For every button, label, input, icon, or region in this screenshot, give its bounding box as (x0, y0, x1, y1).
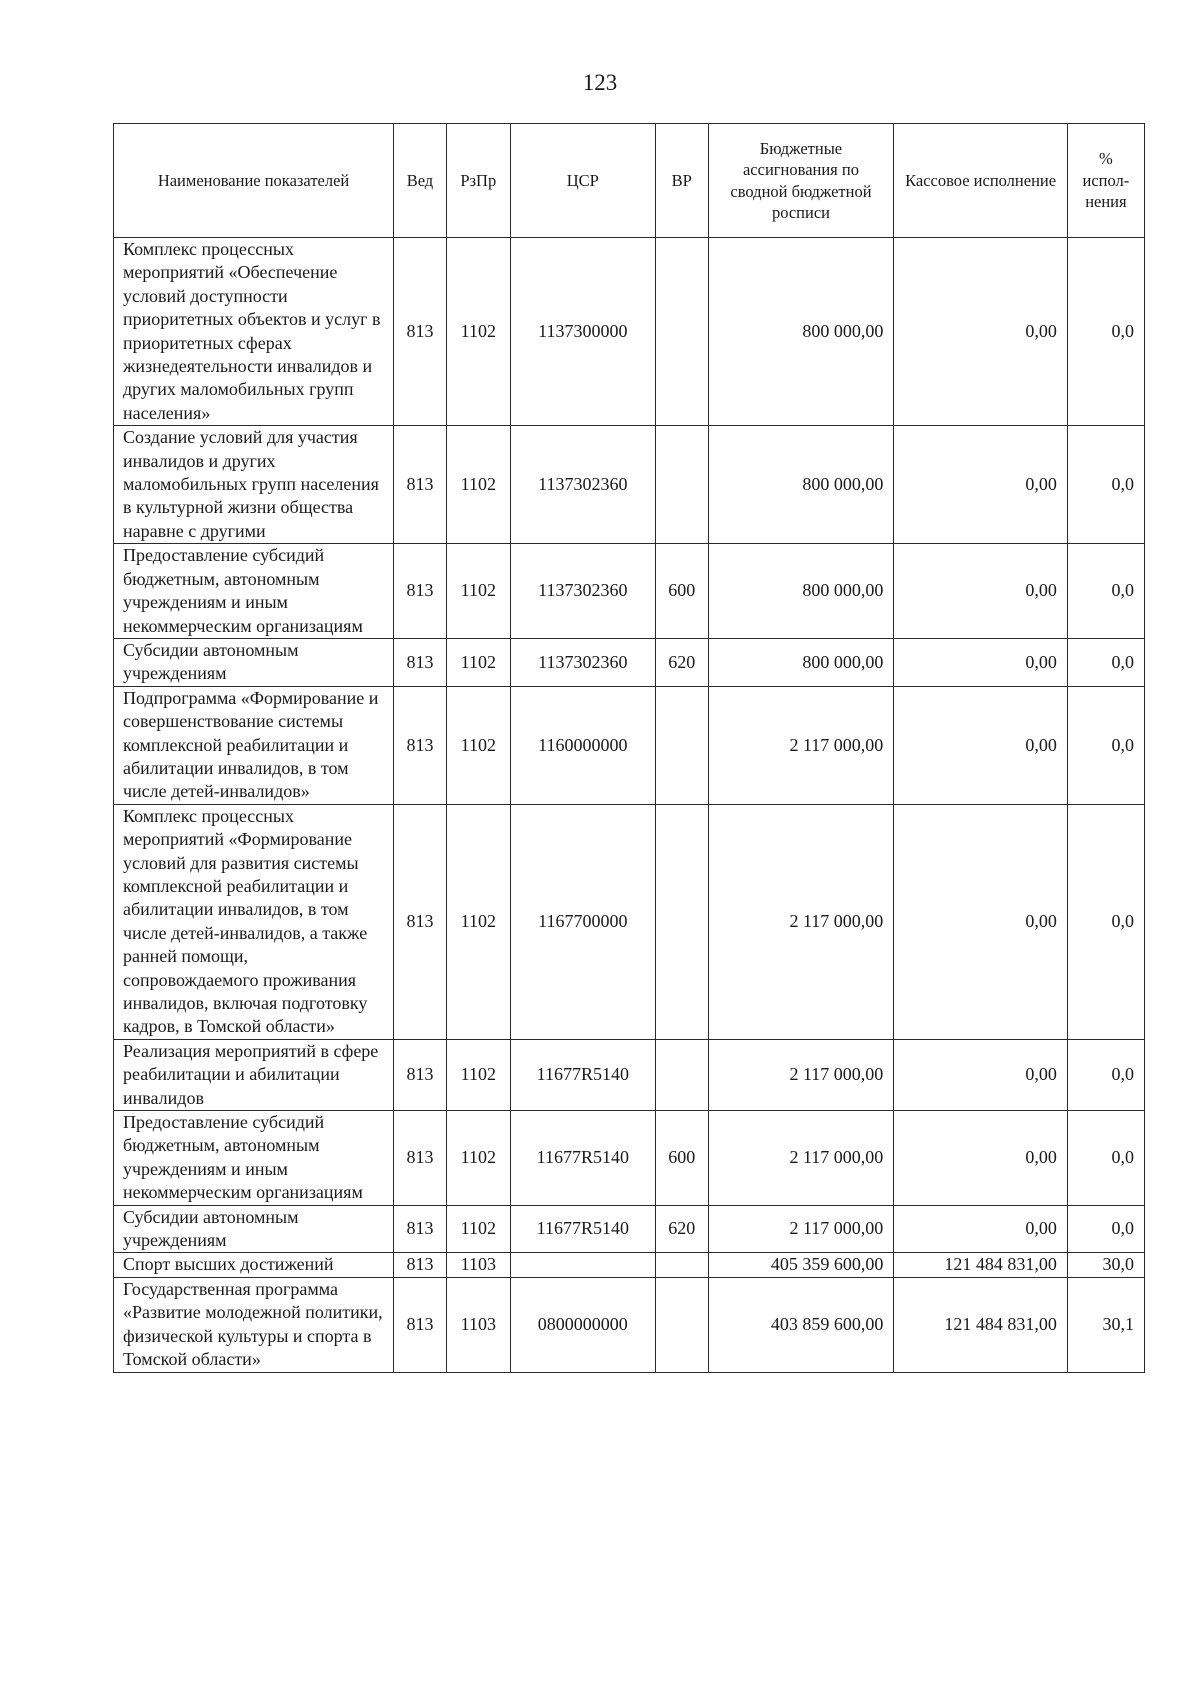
cell-csr: 1160000000 (510, 686, 655, 804)
cell-budget: 800 000,00 (708, 238, 894, 426)
cell-cash: 0,00 (894, 804, 1068, 1039)
table-row (114, 1277, 1145, 1372)
cell-rzpr: 1103 (446, 1277, 510, 1372)
cell-csr: 1137302360 (510, 544, 655, 639)
cell-csr: 11677R5140 (510, 1205, 655, 1253)
cell-percent: 30,1 (1067, 1277, 1144, 1372)
cell-cash: 0,00 (894, 544, 1068, 639)
cell-ved: 813 (394, 426, 447, 544)
column-header-csr: ЦСР (510, 124, 655, 238)
cell-name: Создание условий для участия инвалидов и других маломобильных групп населения в культурной жизни общества наравне с другими (114, 426, 394, 544)
cell-name: Предоставление субсидий бюджетным, автономным учреждениям и иным некоммерческим организациям (114, 1111, 394, 1206)
cell-cash: 0,00 (894, 426, 1068, 544)
table-row (114, 1111, 1145, 1206)
cell-ved: 813 (394, 544, 447, 639)
cell-vr: 620 (655, 1205, 708, 1253)
cell-cash: 0,00 (894, 686, 1068, 804)
cell-name: Государственная программа «Развитие молодежной политики, физической культуры и спорта в Томской области» (114, 1277, 394, 1372)
cell-rzpr: 1102 (446, 638, 510, 686)
cell-csr: 11677R5140 (510, 1111, 655, 1206)
cell-budget: 800 000,00 (708, 544, 894, 639)
cell-budget: 2 117 000,00 (708, 1111, 894, 1206)
cell-rzpr: 1102 (446, 804, 510, 1039)
cell-name: Комплекс процессных мероприятий «Формирование условий для развития системы комплексной реабилитации и абилитации инвалидов, в том числе детей-инвалидов, а также ранней помощи, сопровождаемого проживания инвалидов, включая подготовку кадров, в Томской области» (114, 804, 394, 1039)
cell-budget: 405 359 600,00 (708, 1253, 894, 1277)
column-header-rzpr: РзПр (446, 124, 510, 238)
cell-rzpr: 1102 (446, 426, 510, 544)
table-row (114, 638, 1145, 686)
cell-rzpr: 1102 (446, 1111, 510, 1206)
cell-percent: 0,0 (1067, 1205, 1144, 1253)
cell-csr: 1137302360 (510, 426, 655, 544)
cell-name: Спорт высших достижений (114, 1253, 394, 1277)
column-header-budget: Бюджетные ассигнования по сводной бюджетной росписи (708, 124, 894, 238)
cell-name: Субсидии автономным учреждениям (114, 1205, 394, 1253)
column-header-name: Наименование показателей (114, 124, 394, 238)
cell-cash: 121 484 831,00 (894, 1277, 1068, 1372)
cell-cash: 0,00 (894, 1111, 1068, 1206)
cell-budget: 403 859 600,00 (708, 1277, 894, 1372)
cell-rzpr: 1102 (446, 686, 510, 804)
cell-ved: 813 (394, 1253, 447, 1277)
cell-percent: 0,0 (1067, 1111, 1144, 1206)
cell-rzpr: 1103 (446, 1253, 510, 1277)
cell-ved: 813 (394, 1039, 447, 1110)
cell-csr: 0800000000 (510, 1277, 655, 1372)
page-number: 123 (582, 70, 618, 95)
cell-csr: 11677R5140 (510, 1039, 655, 1110)
table-row (114, 804, 1145, 1039)
cell-name: Предоставление субсидий бюджетным, автономным учреждениям и иным некоммерческим организациям (114, 544, 394, 639)
cell-vr (655, 804, 708, 1039)
cell-name: Субсидии автономным учреждениям (114, 638, 394, 686)
cell-rzpr: 1102 (446, 1039, 510, 1110)
cell-percent: 0,0 (1067, 686, 1144, 804)
cell-csr: 1137300000 (510, 238, 655, 426)
cell-csr: 1167700000 (510, 804, 655, 1039)
column-header-ved: Вед (394, 124, 447, 238)
cell-budget: 800 000,00 (708, 638, 894, 686)
cell-ved: 813 (394, 804, 447, 1039)
cell-rzpr: 1102 (446, 544, 510, 639)
table-row (114, 426, 1145, 544)
cell-budget: 800 000,00 (708, 426, 894, 544)
table-row (114, 544, 1145, 639)
table-row (114, 238, 1145, 426)
cell-budget: 2 117 000,00 (708, 686, 894, 804)
cell-name: Подпрограмма «Формирование и совершенствование системы комплексной реабилитации и абилитации инвалидов, в том числе детей-инвалидов» (114, 686, 394, 804)
cell-vr (655, 686, 708, 804)
cell-vr (655, 1253, 708, 1277)
column-header-percent: % испол-нения (1067, 124, 1144, 238)
cell-percent: 0,0 (1067, 804, 1144, 1039)
cell-csr: 1137302360 (510, 638, 655, 686)
table-header-row (114, 124, 1145, 238)
cell-budget: 2 117 000,00 (708, 1039, 894, 1110)
cell-vr (655, 1277, 708, 1372)
cell-ved: 813 (394, 238, 447, 426)
cell-percent: 0,0 (1067, 426, 1144, 544)
cell-budget: 2 117 000,00 (708, 1205, 894, 1253)
cell-cash: 0,00 (894, 638, 1068, 686)
cell-vr (655, 1039, 708, 1110)
table-row (114, 686, 1145, 804)
cell-vr: 600 (655, 1111, 708, 1206)
cell-vr: 620 (655, 638, 708, 686)
cell-ved: 813 (394, 638, 447, 686)
cell-vr (655, 426, 708, 544)
cell-name: Комплекс процессных мероприятий «Обеспечение условий доступности приоритетных объектов и услуг в приоритетных сферах жизнедеятельности инвалидов и других маломобильных групп населения» (114, 238, 394, 426)
cell-percent: 0,0 (1067, 544, 1144, 639)
cell-ved: 813 (394, 1111, 447, 1206)
cell-vr (655, 238, 708, 426)
cell-percent: 0,0 (1067, 238, 1144, 426)
cell-cash: 0,00 (894, 238, 1068, 426)
cell-cash: 0,00 (894, 1205, 1068, 1253)
cell-percent: 0,0 (1067, 638, 1144, 686)
cell-ved: 813 (394, 1277, 447, 1372)
table-row (114, 1039, 1145, 1110)
cell-rzpr: 1102 (446, 1205, 510, 1253)
cell-ved: 813 (394, 1205, 447, 1253)
cell-vr: 600 (655, 544, 708, 639)
cell-ved: 813 (394, 686, 447, 804)
cell-percent: 30,0 (1067, 1253, 1144, 1277)
cell-percent: 0,0 (1067, 1039, 1144, 1110)
budget-execution-table (113, 123, 1145, 1373)
table-row (114, 1205, 1145, 1253)
column-header-vr: ВР (655, 124, 708, 238)
cell-name: Реализация мероприятий в сфере реабилитации и абилитации инвалидов (114, 1039, 394, 1110)
cell-csr (510, 1253, 655, 1277)
cell-cash: 121 484 831,00 (894, 1253, 1068, 1277)
cell-budget: 2 117 000,00 (708, 804, 894, 1039)
cell-rzpr: 1102 (446, 238, 510, 426)
cell-cash: 0,00 (894, 1039, 1068, 1110)
column-header-cash: Кассовое исполнение (894, 124, 1068, 238)
table-row (114, 1253, 1145, 1277)
